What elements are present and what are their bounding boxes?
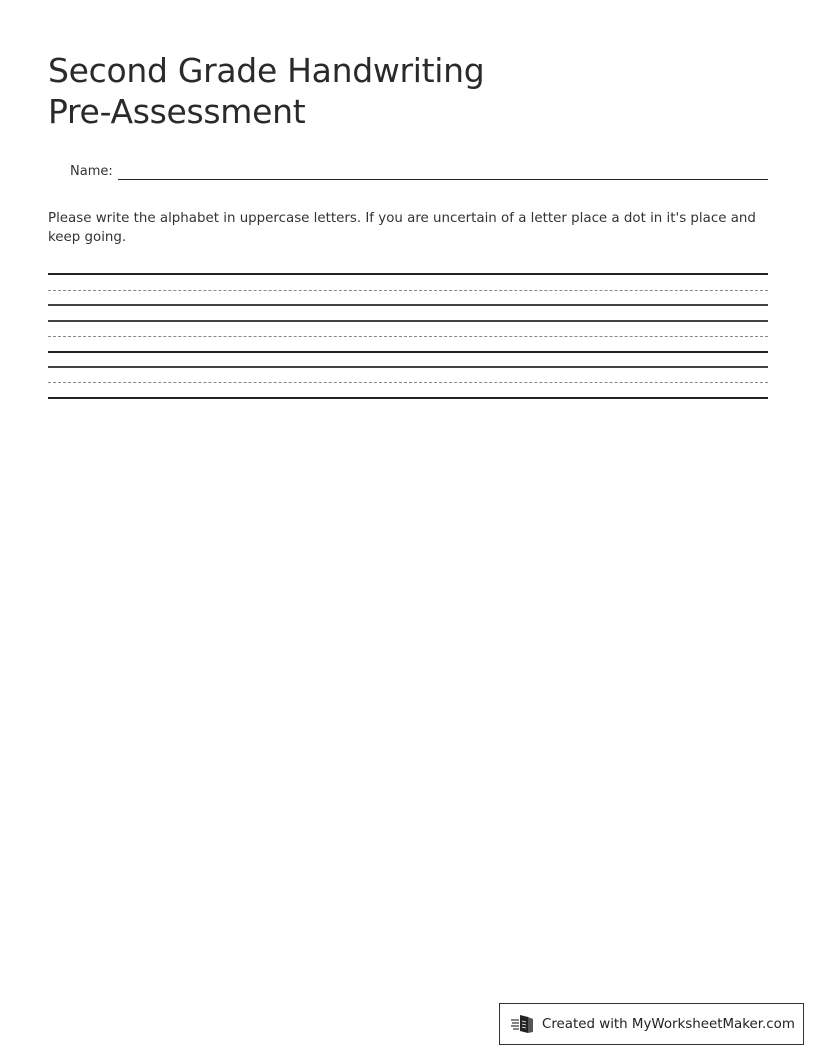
handwriting-base-line[interactable] — [48, 397, 768, 399]
handwriting-base-line[interactable] — [48, 351, 768, 353]
footer-credit[interactable] — [499, 1003, 804, 1045]
handwriting-top-line — [48, 273, 768, 275]
handwriting-midline — [48, 382, 768, 383]
myworksheetmaker-logo-icon — [510, 1013, 536, 1035]
handwriting-midline — [48, 290, 768, 291]
name-label: Name: — [70, 164, 113, 179]
instructions-text: Please write the alphabet in uppercase letters. If you are uncertain of a letter place a dot in it's place and keep going. — [48, 211, 756, 245]
footer-text: Created with MyWorksheetMaker.com — [542, 1016, 795, 1032]
title-line-2: Pre-Assessment — [48, 92, 306, 131]
handwriting-top-line — [48, 320, 768, 322]
worksheet-title — [48, 50, 648, 132]
handwriting-midline — [48, 336, 768, 337]
name-writing-line[interactable] — [118, 179, 768, 180]
handwriting-base-line[interactable] — [48, 304, 768, 306]
title-line-1: Second Grade Handwriting — [48, 51, 485, 90]
name-field-row — [70, 164, 768, 184]
handwriting-top-line — [48, 366, 768, 368]
